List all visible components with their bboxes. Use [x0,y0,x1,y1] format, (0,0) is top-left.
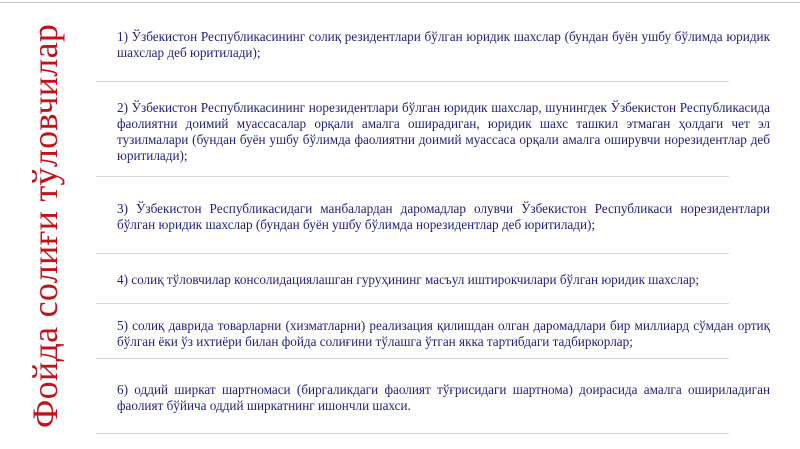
item-divider [96,81,729,82]
list-item-6: 6) оддий ширкат шартномаси (биргаликдаги фаолият тўғрисидаги шартнома) доирасида амалга ошириладиган фаолият бўйича оддий ширкатнинг ишончли шахси. [117,382,770,413]
item-divider [96,176,729,177]
list-item-1: 1) Ўзбекистон Республикасининг солиқ резидентлари бўлган юридик шахслар (бундан буён ушбу бўлимда юридик шахслар деб юритилади); [117,29,770,60]
list-item-5: 5) солиқ даврида товарларни (хизматларни) реализация қилишдан олган даромадлари бир миллиард сўмдан ортиқ бўлган ёки ўз ихтиёри билан фойда солиғини тўлашга ўтган якка тартибдаги тадбиркорлар; [117,318,770,349]
list-item-2: 2) Ўзбекистон Республикасининг норезидентлари бўлган юридик шахслар, шунингдек Ўзбекистон Республикасида фаолиятни доимий муассасалар орқали амалга оширадиган, юридик шахс ташкил этмаган ҳолдаги чет эл тузилмалари (бундан буён ушбу бўлимда фаолиятни доимий муассаса орқали амалга оширувчи норезидентлар деб юритилади); [117,100,770,163]
item-divider [96,303,729,304]
item-divider [96,433,729,434]
list-item-4: 4) солиқ тўловчилар консолидациялашган гуруҳининг масъул иштирокчилари бўлган юридик шахслар; [117,272,700,287]
top-divider [0,2,800,3]
item-divider [96,253,729,254]
page-title: Фойда солиғи тўловчилар [25,23,65,429]
side-title-container [12,10,78,442]
list-item-3: 3) Ўзбекистон Республикасидаги манбалардан даромадлар олувчи Ўзбекистон Республикаси норезидентлари бўлган юридик шахслар (бундан буён ушбу бўлимда норезидентлар деб юритилади); [117,201,770,232]
item-divider [96,358,729,359]
